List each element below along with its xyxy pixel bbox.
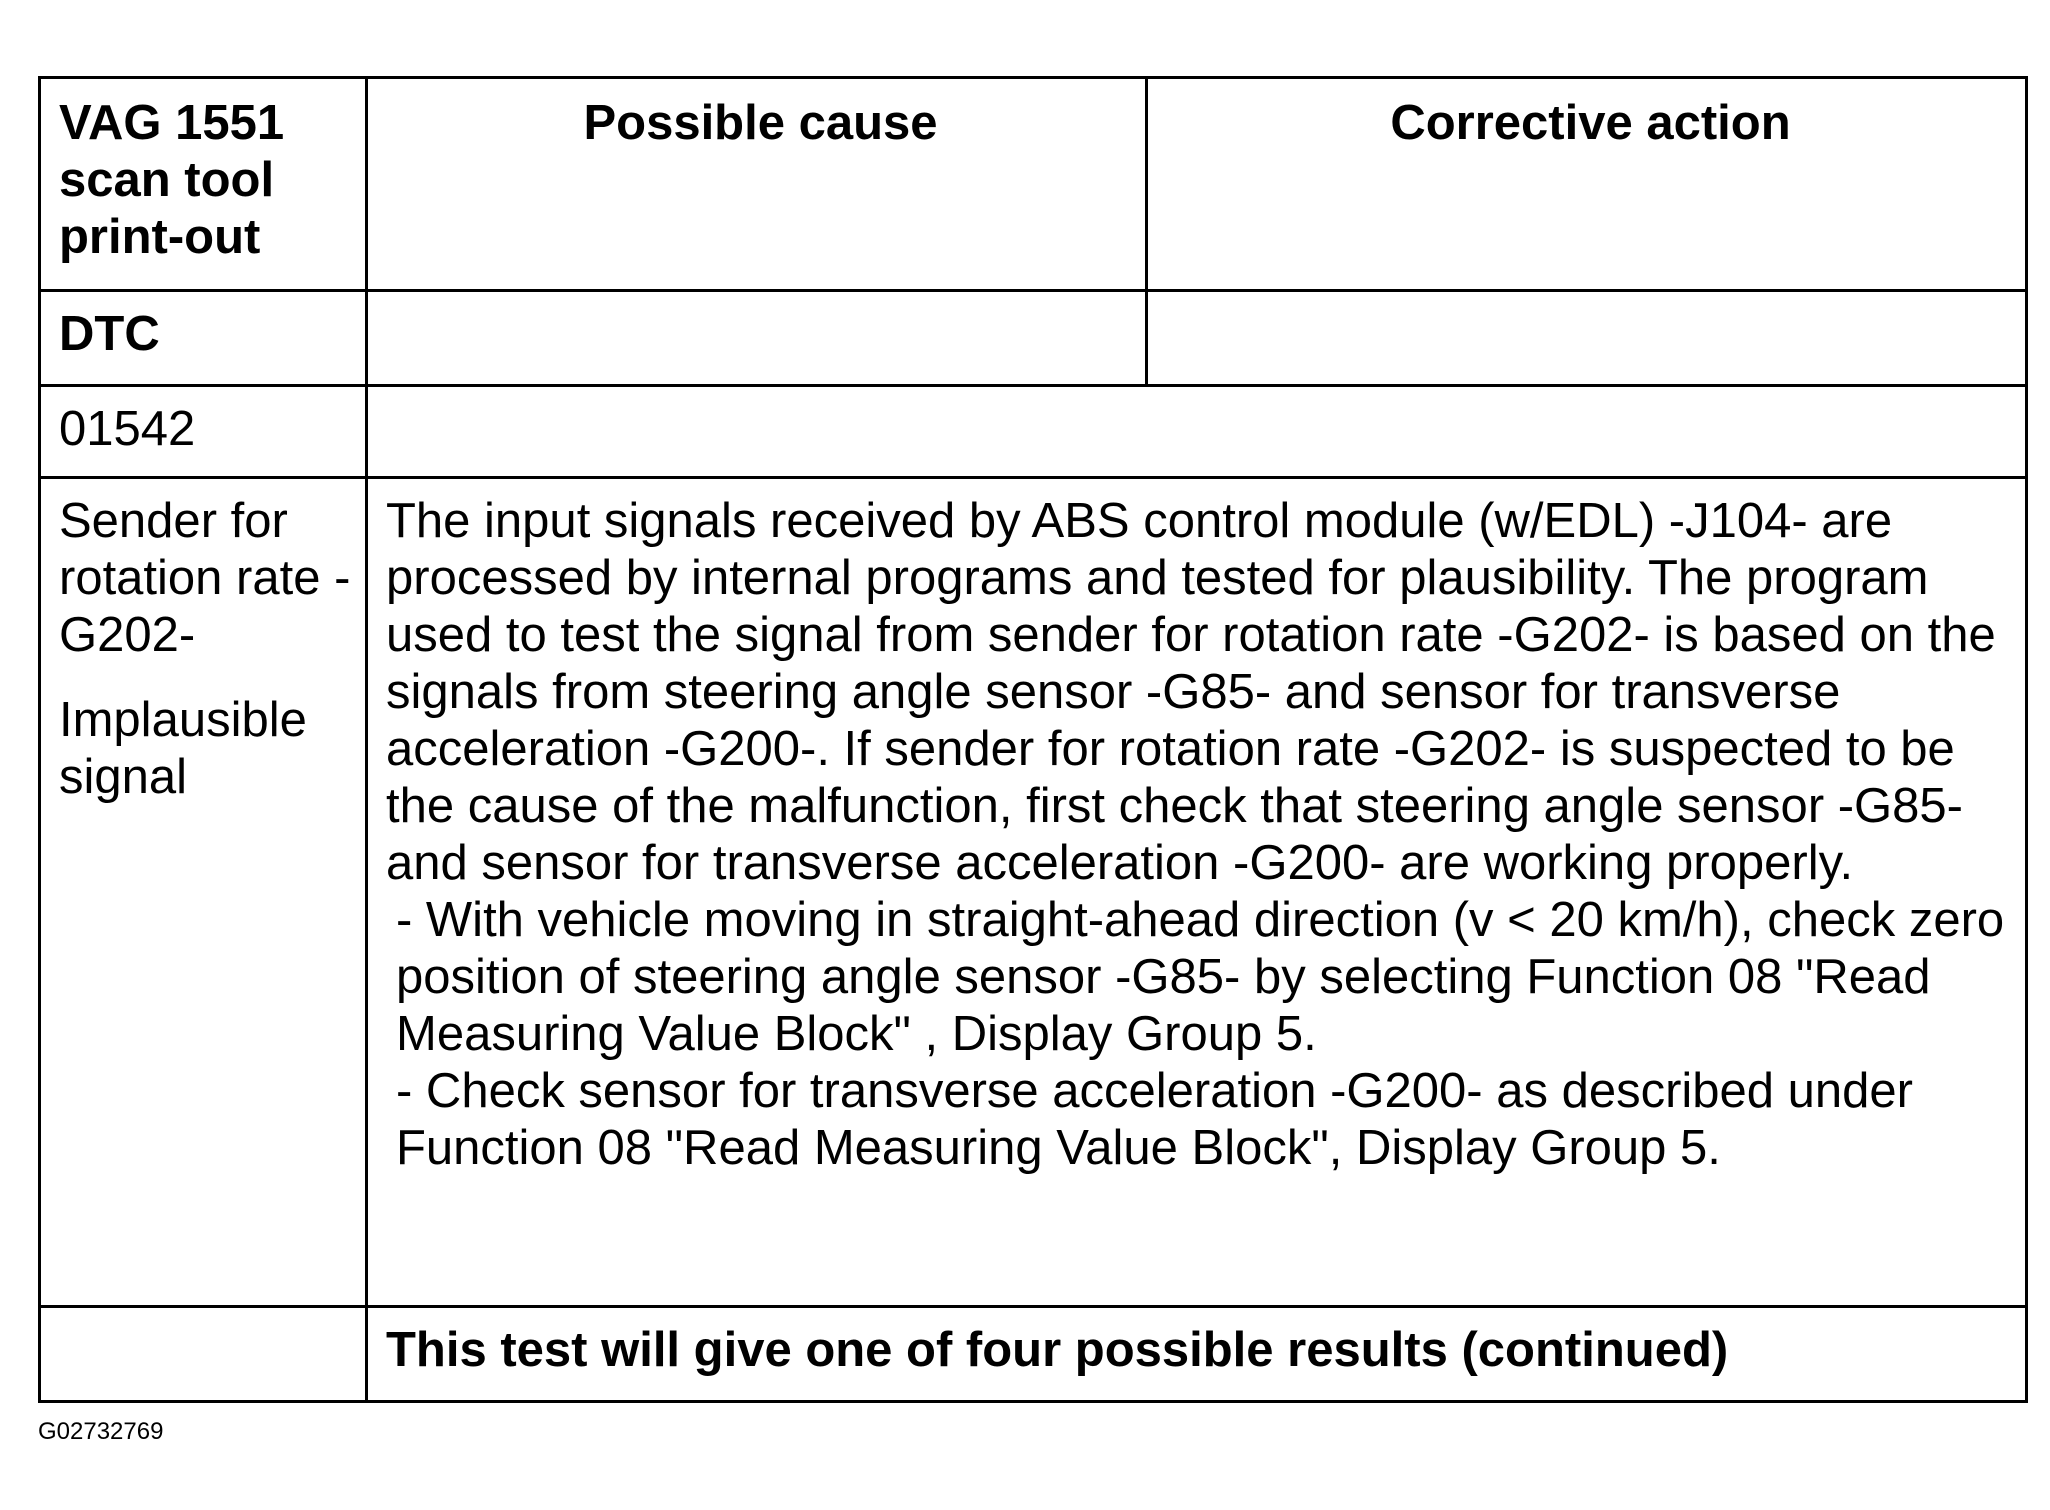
dtc-label: DTC xyxy=(59,307,160,361)
cause-description: The input signals received by ABS control module (w/EDL) -J104- are processed by internal programs and tested for plausibility. The program used to test the signal from sender for rotation rate -G202- is based on the signals from steering angle sensor -G85- and sensor for transverse acceleration -G200-. If sender for rotation rate -G202- is suspected to be the cause of the malfunction, first check that steering angle sensor -G85- and sensor for transverse acceleration -G200- are working properly. xyxy=(386,494,1996,890)
header-possible-cause-label: Possible cause xyxy=(583,96,938,150)
header-cell-corrective-action xyxy=(1147,78,2027,291)
header-row xyxy=(40,78,2027,291)
figure-id: G02732769 xyxy=(38,1418,164,1445)
empty-cell xyxy=(40,1307,367,1402)
header-cell-possible-cause xyxy=(367,78,1147,291)
empty-cell xyxy=(367,386,2027,478)
result-note-row xyxy=(40,1307,2027,1402)
dtc-table xyxy=(38,76,2028,1403)
dtc-label-row xyxy=(40,291,2027,386)
possible-cause-text xyxy=(368,479,2025,1177)
result-note-cell xyxy=(367,1307,2027,1402)
dtc-label-cell xyxy=(40,291,367,386)
fault-name: Sender for rotation rate -G202- xyxy=(59,494,351,662)
header-scan-tool-label: VAG 1551 scan tool print-out xyxy=(59,96,285,264)
possible-cause-cell xyxy=(367,478,2027,1307)
fault-condition: Implausible signal xyxy=(59,693,307,804)
dtc-code-row xyxy=(40,386,2027,478)
header-cell-scan-tool xyxy=(40,78,367,291)
result-note: This test will give one of four possible results (continued) xyxy=(386,1323,1729,1377)
dtc-code-cell xyxy=(40,386,367,478)
check-step: - With vehicle moving in straight-ahead direction (v < 20 km/h), check zero position of steering angle sensor -G85- by selecting Function 08 "Read Measuring Value Block" , Display Group 5. xyxy=(396,893,2005,1061)
empty-cell xyxy=(367,291,1147,386)
header-corrective-action-label: Corrective action xyxy=(1390,96,1791,150)
check-step: - Check sensor for transverse acceleration -G200- as described under Function 08 "Read Measuring Value Block", Display Group 5. xyxy=(396,1064,1913,1175)
fault-name-cell xyxy=(40,478,367,1307)
fault-description-row xyxy=(40,478,2027,1307)
dtc-code: 01542 xyxy=(59,402,196,456)
empty-cell xyxy=(1147,291,2027,386)
fault-text xyxy=(41,479,365,806)
